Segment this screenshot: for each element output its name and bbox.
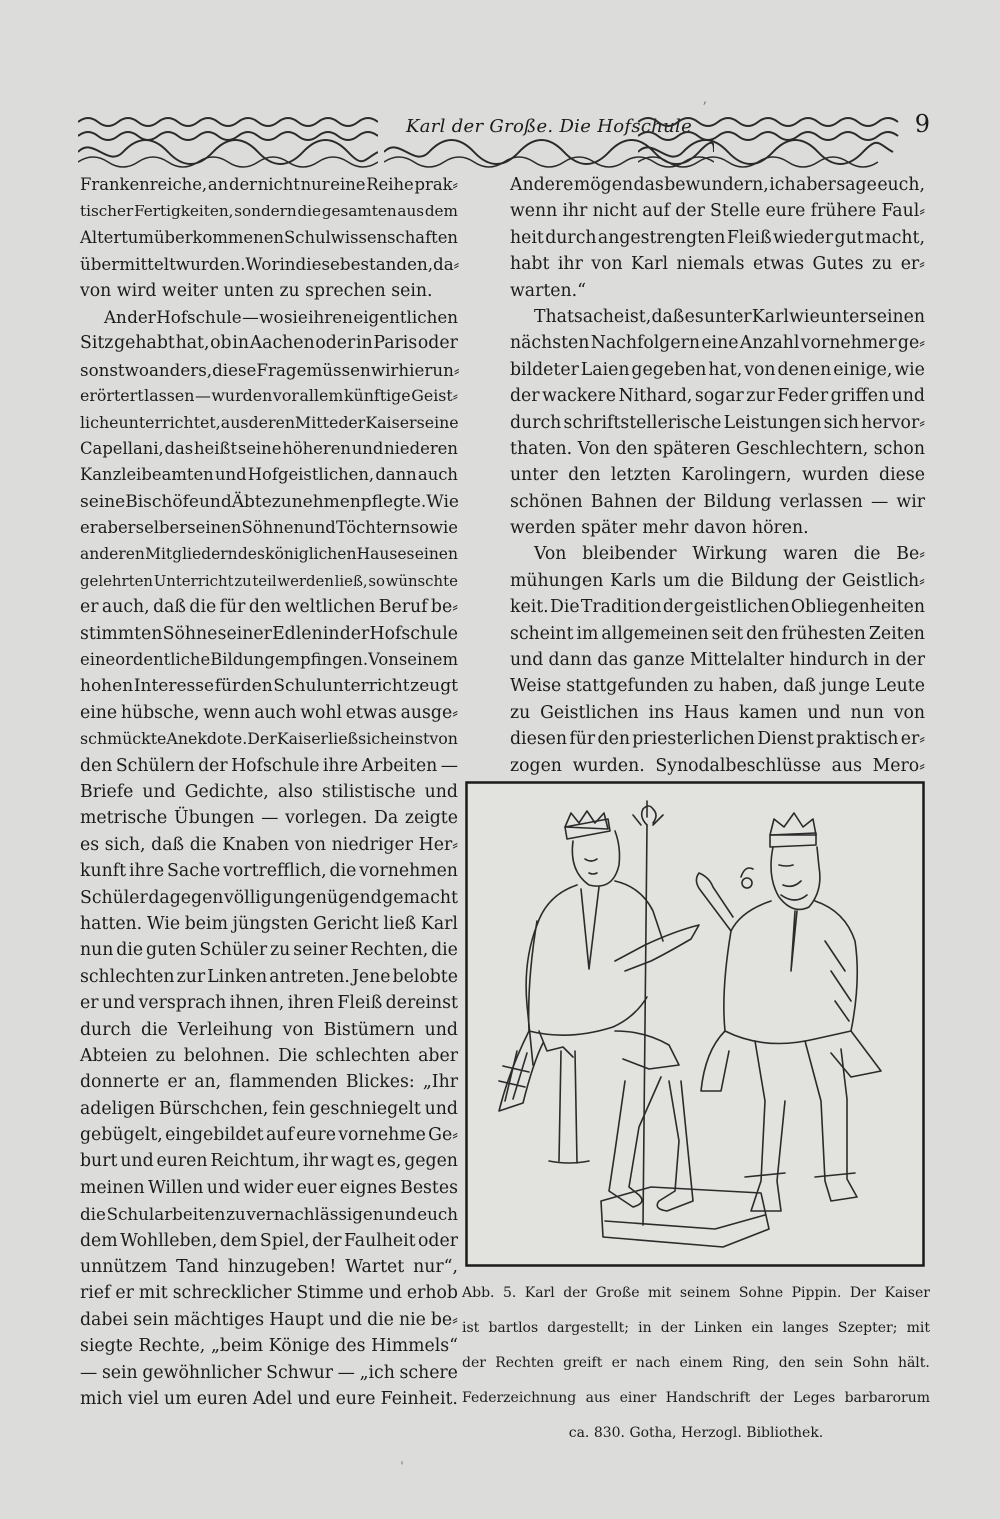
text-line: Altertum überkommenen Schulwissenschaften [80, 227, 458, 247]
text-line: liche unterrichtet, aus deren Mitte der Kaiser seine [80, 412, 459, 432]
text-line: rief er mit schrecklicher Stimme und erhob [80, 1283, 458, 1304]
text-line: durch schriftstellerische Leistungen sich hervor⸗ [510, 412, 925, 433]
text-line: adeligen Bürschchen, fein geschniegelt und [80, 1098, 458, 1119]
text-line: diesen für den priesterlichen Dienst praktisch er⸗ [510, 729, 925, 750]
figure-illustration [465, 781, 925, 1267]
text-line: seine Bischöfe und Äbte zu nehmen pflegte. Wie [80, 491, 459, 512]
right-text-column [510, 172, 925, 779]
text-line: die Schularbeiten zu vernachlässigen und euch [80, 1204, 458, 1225]
text-line: von wird weiter unten zu sprechen sein. [80, 280, 433, 301]
text-line: dem Wohlleben, dem Spiel, der Faulheit oder [80, 1230, 458, 1251]
text-line: anderen Mitgliedern des königlichen Hauses einen [80, 545, 458, 564]
text-line: Andere mögen das bewundern, ich aber sage euch, [510, 175, 925, 195]
text-line: Frankenreiche, an der nicht nur eine Reihe prak⸗ [80, 175, 458, 194]
text-line: wenn ihr nicht auf der Stelle eure frühere Faul⸗ [510, 201, 925, 222]
text-line: gebügelt, eingebildet auf eure vornehme Ge⸗ [80, 1125, 458, 1146]
text-line: Capellani, das heißt seine höheren und niederen [80, 438, 458, 458]
text-line: scheint im allgemeinen seit den frühesten Zeiten [510, 623, 925, 644]
text-line: hohen Interesse für den Schulunterricht zeugt [80, 676, 458, 697]
text-line: zu Geistlichen ins Haus kamen und nun von [510, 702, 925, 723]
text-line: dabei sein mächtiges Haupt und die nie be⸗ [80, 1309, 458, 1330]
text-line: er und versprach ihnen, ihren Fleiß dereinst [80, 993, 458, 1014]
text-line: meinen Willen und wider euer eignes Bestes [80, 1177, 458, 1198]
text-line: An der Hofschule — wo sie ihren eigentlichen [104, 306, 458, 327]
caption-line: der Rechten greift er nach einem Ring, den sein Sohn hält. [462, 1355, 930, 1371]
text-line: donnerte er an, flammenden Blickes: „Ihr [80, 1072, 458, 1093]
text-line: und dann das ganze Mittelalter hindurch in der [510, 650, 925, 671]
text-line: Briefe und Gedichte, also stilistische und [80, 781, 458, 802]
text-line: unter den letzten Karolingern, wurden diese [510, 465, 925, 486]
text-line: den Schülern der Hofschule ihre Arbeiten — [80, 755, 458, 776]
page-speck: ʼ [702, 100, 707, 116]
text-line: schlechten zur Linken antreten. Jene belobte [80, 966, 458, 987]
text-line: burt und euren Reichtum, ihr wagt es, gegen [80, 1151, 458, 1172]
caption-line: ist bartlos dargestellt; in der Linken ein langes Szepter; mit [462, 1320, 930, 1336]
text-line: nächsten Nachfolgern eine Anzahl vornehmer ge⸗ [510, 333, 925, 354]
text-line: schönen Bahnen der Bildung verlassen — wir [510, 491, 925, 512]
text-line: Sitz gehabt hat, ob in Aachen oder in Paris oder [80, 333, 458, 354]
text-line: Schüler dagegen völlig ungenügend gemacht [80, 887, 458, 908]
text-line: Von bleibender Wirkung waren die Be⸗ [534, 544, 925, 565]
text-line: er auch, daß die für den weltlichen Beruf be⸗ [80, 597, 458, 618]
text-line: zogen wurden. Synodalbeschlüsse aus Mero⸗ [510, 755, 925, 776]
text-line: gelehrten Unterricht zu teil werden ließ, so wünschte [80, 571, 458, 590]
text-line: keit. Die Tradition der geistlichen Obliegenheiten [510, 597, 925, 618]
text-line: er aber selber seinen Söhnen und Töchtern sowie [80, 518, 458, 538]
text-line: thaten. Von den späteren Geschlechtern, schon [510, 438, 925, 459]
text-line: warten.“ [510, 280, 586, 301]
text-line: eine hübsche, wenn auch wohl etwas ausge⸗ [80, 702, 458, 723]
text-line: — sein gewöhnlicher Schwur — „ich schere [80, 1362, 458, 1383]
text-line: mich viel um euren Adel und eure Feinheit. [80, 1388, 458, 1409]
text-line: es sich, daß die Knaben von niedriger Her⸗ [80, 834, 458, 855]
text-line: eine ordentliche Bildung empfingen. Von seinem [80, 650, 458, 670]
ornament-loop-row [78, 118, 378, 126]
page-speck: ˈ [400, 1460, 404, 1476]
text-line: erörtert lassen — wurden vor allem künftige Geist⸗ [80, 386, 458, 406]
text-line: bildeter Laien gegeben hat, von denen einige, wie [510, 359, 925, 380]
text-line: heit durch angestrengten Fleiß wieder gut macht, [510, 227, 925, 248]
text-line: der wackere Nithard, sogar zur Feder griffen und [510, 386, 925, 407]
text-line: habt ihr von Karl niemals etwas Gutes zu er⸗ [510, 254, 925, 275]
caption-line: Federzeichnung aus einer Handschrift der Leges barbarorum [462, 1390, 930, 1406]
text-line: durch die Verleihung von Bistümern und [80, 1019, 458, 1040]
text-line: Weise stattgefunden zu haben, daß junge Leute [510, 676, 925, 697]
text-line: Abteien zu belohnen. Die schlechten aber [80, 1045, 458, 1066]
text-line: werden später mehr davon hören. [510, 518, 809, 539]
running-title: Karl der Große. Die Hofschule [405, 116, 693, 137]
page-number: 9 [914, 110, 930, 138]
caption-line: ca. 830. Gotha, Herzogl. Bibliothek. [568, 1425, 824, 1441]
text-line: Kanzleibeamten und Hofgeistlichen, dann auch [80, 465, 458, 485]
text-line: Thatsache ist, daß es unter Karl wie unter seinen [534, 306, 925, 327]
header-ornament-left [78, 112, 378, 170]
text-line: tischer Fertigkeiten, sondern die gesamten aus dem [80, 202, 458, 221]
text-line: siegte Rechte, „beim Könige des Himmels“ [80, 1336, 458, 1357]
text-line: unnützem Tand hinzugeben! Wartet nur“, [80, 1257, 458, 1278]
caption-line: Abb. 5. Karl der Große mit seinem Sohne Pippin. Der Kaiser [462, 1285, 930, 1301]
text-line: sonstwo anders, diese Frage müssen wir hier un⸗ [80, 359, 460, 380]
header-ornament-right [638, 112, 900, 170]
left-text-column [80, 172, 458, 1412]
text-line: hatten. Wie beim jüngsten Gericht ließ Karl [80, 913, 458, 934]
running-header [78, 112, 930, 170]
text-line: kunft ihre Sache vortrefflich, die vornehmen [80, 861, 458, 882]
text-line: schmückte Anekdote. Der Kaiser ließ sich einst von [80, 729, 458, 749]
figure-caption [462, 1269, 930, 1458]
text-line: stimmten Söhne seiner Edlen in der Hofschule [80, 623, 458, 644]
text-line: übermittelt wurden. Worin diese bestanden, da⸗ [80, 254, 460, 275]
text-line: nun die guten Schüler zu seiner Rechten, die [80, 940, 458, 961]
text-line: metrische Übungen — vorlegen. Da zeigte [80, 808, 458, 829]
karl-and-pippin-drawing [465, 781, 925, 1267]
text-line: mühungen Karls um die Bildung der Geistlich⸗ [510, 570, 925, 591]
